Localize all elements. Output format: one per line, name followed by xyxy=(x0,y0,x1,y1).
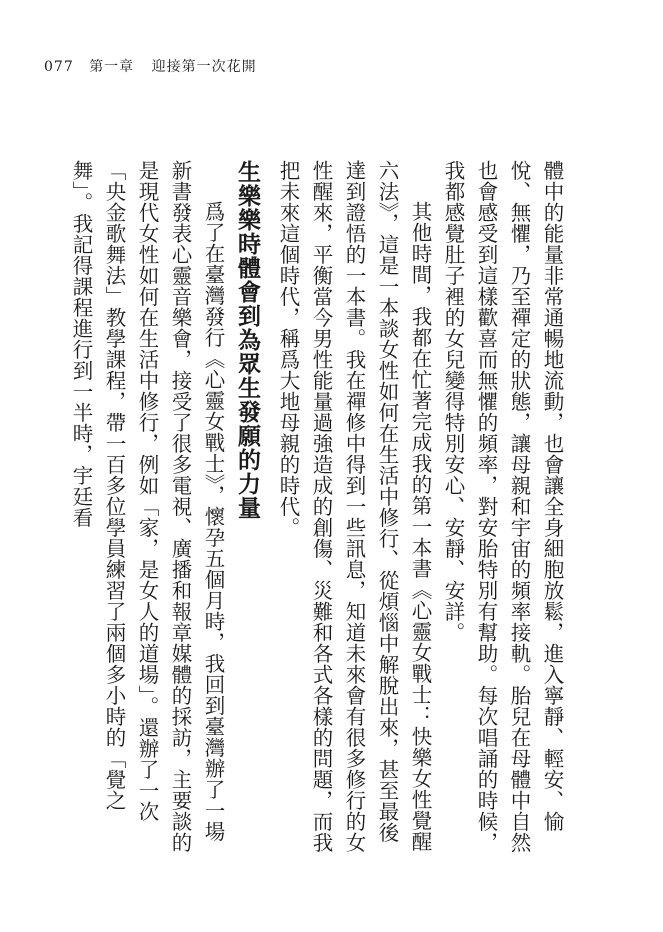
page-number: 077 xyxy=(44,59,74,75)
paragraph-2: 其他時間，我都在忙著完成我的第一本書《心靈女戰士：快樂女性覺醒六法》，這是一本談女性如何在生活中修行、從煩惱中解脫出來，甚至最後達到證悟的一本書。我在禪修中得到一些訊息，知道未來會有很多修行的女性醒來，平衡當今男性能量過強造成的創傷、災難和各式各樣的問題，而我把未來這個時代，稱爲大地母親的時代。 xyxy=(276,160,432,853)
running-header xyxy=(44,56,257,76)
chapter-label: 第一章 xyxy=(89,59,135,75)
chapter-title: 迎接第一次花開 xyxy=(151,59,257,75)
paragraph-3: 爲了在臺灣發行《心靈女戰士》，懷孕五個月時，我回到臺灣辦了一場新書發表心靈音樂會，接受了很多電視、廣播和報章媒體的採訪，主要談的是現代女性如何在生活中修行，例如「家，是女人的道場」。還辦了一次「央金歌舞法」教學課程，帶一百多位學員練習了兩個多小時的「覺之舞」。我記得課程進行到一半時，宇廷看 xyxy=(69,160,225,853)
paragraph-1: 體中的能量非常通暢地流動，也會讓全身細胞放鬆，進入寧靜、輕安、愉悅、無懼，乃至禪定的狀態，讓母親和宇宙的頻率接軌。胎兒在母體中自然也會感受到這樣歡喜而無懼的頻率，對安胎特別有幫助。每次唱誦的時候，我都感覺肚子裡的女兒變得特別安心、安靜、安詳。 xyxy=(441,160,564,853)
section-heading: 生樂樂時體會到為眾生發願的力量 xyxy=(234,160,260,520)
vertical-text-body xyxy=(64,160,568,860)
